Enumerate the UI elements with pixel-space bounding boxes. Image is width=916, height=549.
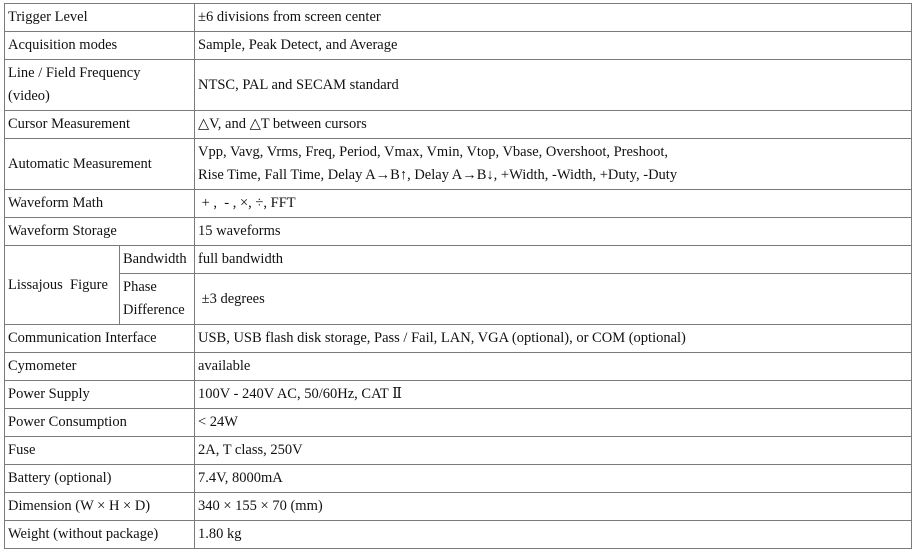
row-value: 100V - 240V AC, 50/60Hz, CAT Ⅱ	[195, 381, 912, 409]
row-label: Power Supply	[5, 381, 195, 409]
row-label	[5, 60, 195, 111]
row-value: < 24W	[195, 409, 912, 437]
row-label: Acquisition modes	[5, 32, 195, 60]
row-label: Automatic Measurement	[5, 139, 195, 190]
row-sublabel	[120, 274, 195, 325]
row-label: Fuse	[5, 437, 195, 465]
table-row	[5, 493, 912, 521]
table-row	[5, 274, 912, 325]
spec-table	[4, 3, 912, 549]
row-value: USB, USB flash disk storage, Pass / Fail, LAN, VGA (optional), or COM (optional)	[195, 325, 912, 353]
row-value: 7.4V, 8000mA	[195, 465, 912, 493]
table-row	[5, 139, 912, 190]
table-row	[5, 437, 912, 465]
table-row	[5, 246, 912, 274]
row-sublabel-line: Difference	[123, 302, 185, 318]
row-label: Weight (without package)	[5, 521, 195, 549]
row-value: 2A, T class, 250V	[195, 437, 912, 465]
table-row	[5, 409, 912, 437]
row-label: Cymometer	[5, 353, 195, 381]
row-value: 15 waveforms	[195, 218, 912, 246]
table-row	[5, 60, 912, 111]
row-label: Waveform Storage	[5, 218, 195, 246]
row-value	[195, 139, 912, 190]
row-value: 1.80 kg	[195, 521, 912, 549]
row-label: Trigger Level	[5, 4, 195, 32]
row-sublabel-line: Phase	[123, 279, 157, 295]
table-row	[5, 32, 912, 60]
table-row	[5, 353, 912, 381]
row-value: full bandwidth	[195, 246, 912, 274]
row-label: Power Consumption	[5, 409, 195, 437]
row-label: Waveform Math	[5, 190, 195, 218]
row-value: available	[195, 353, 912, 381]
table-row	[5, 4, 912, 32]
row-value-line: Rise Time, Fall Time, Delay A→B↑, Delay A→B↓, +Width, -Width, +Duty, -Duty	[198, 167, 678, 183]
row-value: 340 × 155 × 70 (mm)	[195, 493, 912, 521]
row-value: NTSC, PAL and SECAM standard	[195, 60, 912, 111]
row-value-line: Vpp, Vavg, Vrms, Freq, Period, Vmax, Vmin, Vtop, Vbase, Overshoot, Preshoot,	[198, 144, 668, 160]
row-label: Lissajous Figure	[5, 246, 120, 325]
table-row	[5, 465, 912, 493]
table-row	[5, 325, 912, 353]
row-value: + , - , ×, ÷, FFT	[195, 190, 912, 218]
table-row	[5, 521, 912, 549]
row-label: Communication Interface	[5, 325, 195, 353]
row-value: Sample, Peak Detect, and Average	[195, 32, 912, 60]
table-row	[5, 218, 912, 246]
row-value: △V, and △T between cursors	[195, 111, 912, 139]
row-sublabel: Bandwidth	[120, 246, 195, 274]
row-label-line: (video)	[8, 88, 50, 104]
table-row	[5, 381, 912, 409]
row-label: Battery (optional)	[5, 465, 195, 493]
row-label-line: Line / Field Frequency	[8, 65, 141, 81]
table-row	[5, 190, 912, 218]
table-row	[5, 111, 912, 139]
row-value: ±3 degrees	[195, 274, 912, 325]
row-label: Dimension (W × H × D)	[5, 493, 195, 521]
row-label: Cursor Measurement	[5, 111, 195, 139]
row-value: ±6 divisions from screen center	[195, 4, 912, 32]
